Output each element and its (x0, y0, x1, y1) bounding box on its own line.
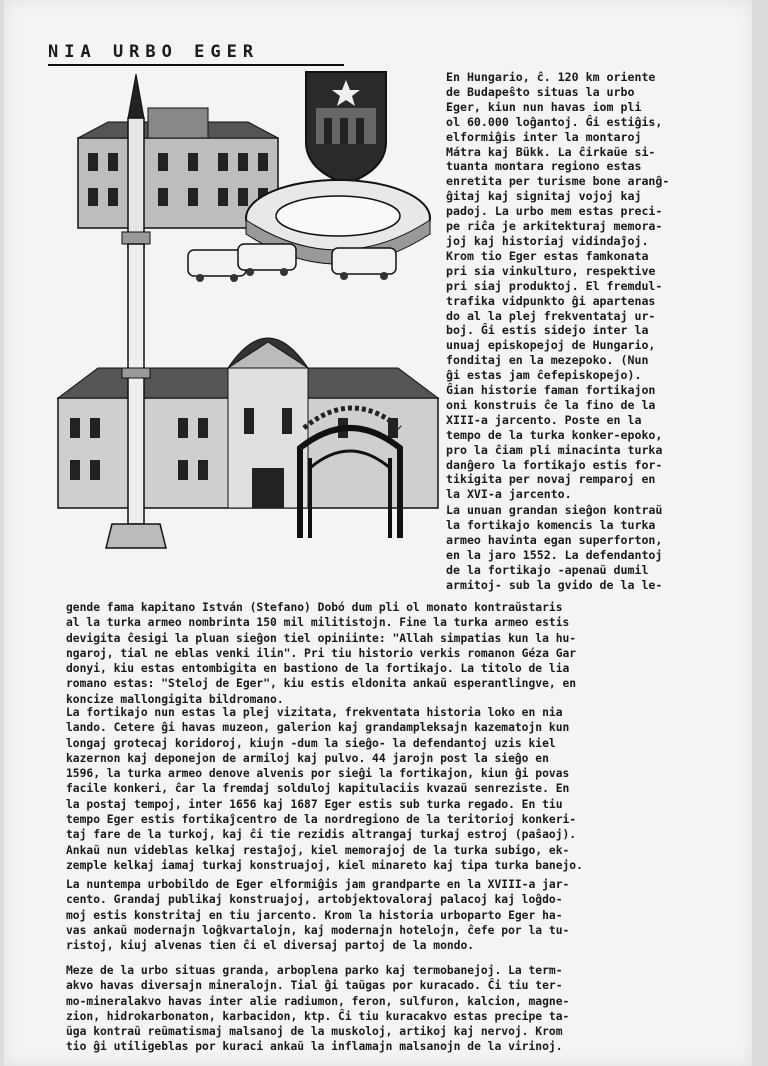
text-line: unuaj episkopejoj de Hungario, (446, 338, 656, 353)
text-line: donyi, kiu estas entombigita en bastiono de la fortikajo. La titolo de lia (66, 662, 570, 676)
text-line: ŭga kontraŭ reŭmatismaj malsanoj de la muskoloj, artikoj kaj nervoj. Krom (66, 1025, 563, 1039)
text-line: ĝitaj kaj signitaj vojoj kaj (446, 189, 642, 204)
text-line: tempo Eger estis fortikaĵcentro de la nordregiono de la teritorioj konkeri- (66, 813, 577, 827)
text-line: la XVI-a jarcento. (446, 487, 572, 502)
text-line: vas ankaŭ modernajn loĝkvartalojn, kaj modernajn hotelojn, ĉefe por la tu- (66, 923, 570, 937)
text-line: lando. Cetere ĝi havas muzeon, galerion kaj grandampleksajn kazematojn kun (66, 721, 570, 735)
text-line: 1596, la turka armeo denove alvenis por sieĝi la fortikajon, kiun ĝi povas (66, 767, 570, 781)
document-page (4, 0, 752, 1066)
text-line: enretita per turisme bone aranĝ- (446, 174, 670, 189)
text-line: gende fama kapitano István (Stefano) Dobó dum pli ol monato kontraŭstaris (66, 601, 563, 614)
text-line: la fortikajo komencis la turka (446, 517, 656, 532)
text-line: zemple kelkaj iamaj turkaj konstruajoj, kiel minareto kaj tipa turka banejo. (66, 858, 583, 872)
text-line: tikigita per novaj remparoj en (446, 472, 656, 487)
right-column-text-2 (446, 503, 746, 592)
text-line: boj. Ĝi estis sidejo inter la (446, 323, 649, 338)
cathedral-icon (58, 338, 438, 508)
text-line: longaj grotecaj koridoroj, kiujn -dum la sieĝo- la defendantoj uzis kiel (66, 736, 556, 750)
text-line: taj fare de la turkoj, kaj ĉi tie rezidis altrangaj turkaj estroj (paŝaoj). (66, 828, 577, 842)
paragraph-modern-town (66, 877, 746, 953)
text-line: XIII-a jarcento. Poste en la (446, 412, 642, 427)
paragraph-fortress (66, 705, 746, 873)
text-line: de la fortikajo -apenaŭ dumil (446, 562, 649, 577)
text-line: Ĝian historie faman fortikajon (446, 383, 656, 398)
text-line: joj kaj historiaj vidindaĵoj. (446, 233, 649, 248)
paragraph-siege (66, 600, 746, 707)
text-line: La fortikajo nun estas la plej vizitata, frekventata historia loko en nia (66, 706, 563, 719)
text-line: padoj. La urbo mem estas preci- (446, 204, 663, 219)
text-line: tio ĝi utiligeblas por kuraci ankaŭ la inflamajn malsanojn de la virinoj. (66, 1040, 563, 1054)
text-line: akvo havas diversajn mineralojn. Tial ĝi taŭgas por kuracado. Ĉi tiu ter- (66, 979, 563, 993)
text-line: cento. Grandaj publikaj konstruajoj, artobjektovaloraj palacoj kaj loĝdo- (66, 893, 563, 907)
text-line: moj estis konstritaj en tiu jarcento. Krom la historia urboparto Eger ha- (66, 908, 563, 922)
text-line: ĝi estas jam ĉefepiskopejo). (446, 368, 642, 383)
coat-of-arms-icon (306, 72, 386, 184)
text-line: devigita ĉesigi la pluan sieĝon tiel opiniinte: "Allah simpatias kun la hu- (66, 631, 577, 645)
text-line: ol 60.000 loĝantoj. Ĝi estiĝis, (446, 114, 663, 129)
text-line: oni konstruis ĉe la fino de la (446, 397, 656, 412)
text-line: de Budapeŝto situas la urbo (446, 84, 635, 99)
text-line: en la jaro 1552. La defendantoj (446, 547, 663, 562)
text-line: Eger, kiun nun havas iom pli (446, 99, 642, 114)
bus-icon (188, 244, 396, 282)
text-line: La unuan grandan sieĝon kontraŭ (446, 503, 663, 517)
text-line: tempo de la turka konker-epoko, (446, 427, 663, 442)
text-line: pri sia vinkulturo, respektive (446, 263, 656, 278)
right-column-text (446, 70, 746, 502)
text-line: ristoj, kiuj alvenas tien ĉi el diversaj partoj de la mondo. (66, 939, 475, 953)
text-line: armeo havinta egan superforton, (446, 532, 663, 547)
text-line: En Hungario, ĉ. 120 km oriente (446, 70, 656, 84)
text-line: elformiĝis inter la montaroj (446, 129, 642, 144)
text-line: kazernon kaj deponejon de armiloj kaj pulvo. 44 jarojn post la sieĝo en (66, 751, 549, 765)
text-line: al la turka armeo nombrinta 150 mil militistojn. Fine la turka armeo estis (66, 616, 570, 630)
text-line: romano estas: "Steloj de Eger", kiu estis eldonita ankaŭ esperantlingve, en (66, 677, 577, 691)
text-line: zion, hidrokarbonaton, karbacidon, ktp. Ĉi tiu kuracakvo estas precipe ta- (66, 1009, 570, 1023)
text-line: fonditaj en la mezepoko. (Nun (446, 353, 649, 368)
text-line: do al la plej frekventataj ur- (446, 308, 656, 323)
text-line: Krom tio Eger estas famkonata (446, 248, 649, 263)
text-line: mo-mineralakvo havas inter alie radiumon, feron, sulfuron, kalcion, magne- (66, 994, 570, 1008)
text-line: La nuntempa urbobildo de Eger elformiĝis jam grandparte en la XVIII-a jar- (66, 878, 570, 891)
eger-illustration (48, 68, 440, 568)
text-line: Ankaŭ nun videblas kelkaj restaĵoj, kiel memorajoj de la turka subigo, ek- (66, 843, 570, 857)
text-line: Mátra kaj Bükk. La ĉirkaŭe si- (446, 144, 656, 159)
text-line: facile konkeri, ĉar la fremdaj solduloj kapitulaciis kvazaŭ senreziste. En (66, 782, 570, 796)
text-line: pro la ĉiam pli minacinta turka (446, 442, 663, 457)
text-line: trafika vidpunkto ĝi apartenas (446, 293, 656, 308)
text-line: ngaroj, tial ne eblas venki ilin". Pri tiu historio verkis romanon Géza Gar (66, 646, 577, 660)
text-line: Meze de la urbo situas granda, arboplena parko kaj termobanejoj. La term- (66, 964, 563, 977)
text-line: koncize mallongigita bildromano. (66, 692, 284, 706)
text-line: danĝero la fortikajo estis for- (446, 457, 663, 472)
text-line: armitoj- sub la gvido de la le- (446, 577, 663, 592)
text-line: tuanta montara regiono estas (446, 159, 642, 174)
text-line: la postaj tempoj, inter 1656 kaj 1687 Eger estis sub turka regado. En tiu (66, 797, 563, 811)
text-line: pri siaj produktoj. El fremdul- (446, 278, 663, 293)
text-line: pe riĉa je arkitekturaj memora- (446, 219, 663, 234)
paragraph-thermal-bath (66, 963, 746, 1055)
page-title: NIA URBO EGER (48, 42, 344, 66)
